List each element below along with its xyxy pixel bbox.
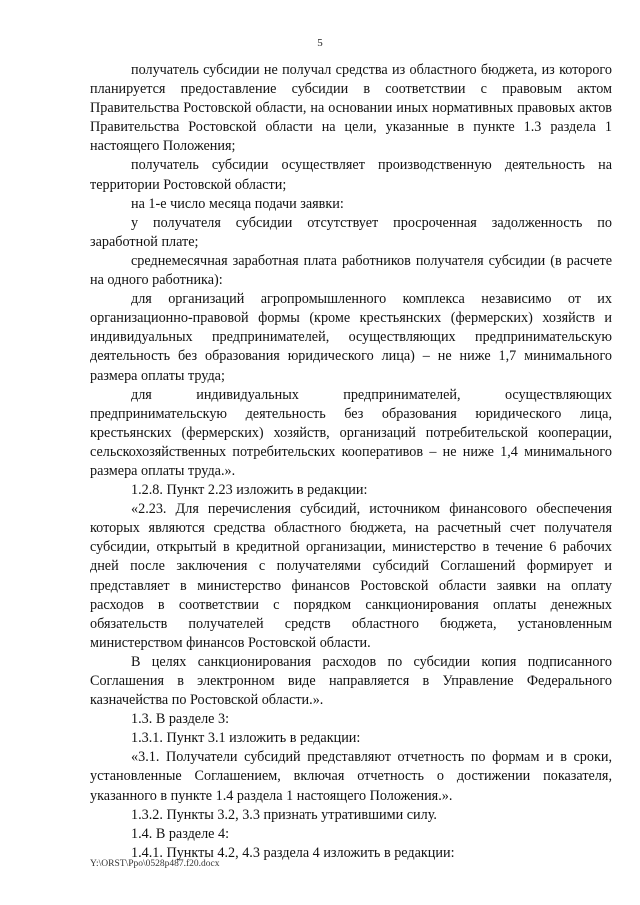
paragraph: «2.23. Для перечисления субсидий, источником финансового обеспечения которых являются средства областного бюджета, на расчетный счет получателя субсидии, открытый в кредитной организации, министерство в течение 6 рабочих дней после заключения с получателями субсидий Соглашений формирует и представляет в министерство финансов Ростовской области заявки на оплату расходов в соответствии с порядком санкционирования оплаты денежных обязательств получателей средств областного бюджета, установленным министерством финансов Ростовской области. xyxy=(90,501,612,651)
paragraph: В целях санкционирования расходов по субсидии копия подписанного Соглашения в электронном виде направляется в Управление Федерального казначейства по Ростовской области.». xyxy=(90,653,612,709)
paragraph: получатель субсидии осуществляет производственную деятельность на территории Ростовской области; xyxy=(90,157,612,193)
page-number: 5 xyxy=(317,37,323,49)
paragraph: на 1-е число месяца подачи заявки: xyxy=(131,195,344,212)
paragraph: 1.3.1. Пункт 3.1 изложить в редакции: xyxy=(131,730,361,747)
paragraph: у получателя субсидии отсутствует просроченная задолженность по заработной плате; xyxy=(90,214,612,250)
paragraph: «3.1. Получатели субсидий представляют отчетность по формам и в сроки, установленные Соглашением, включая отчетность о достижении показателя, указанного в пункте 1.4 раздела 1 настоящего Положения.». xyxy=(90,749,612,804)
paragraph: для организаций агропромышленного комплекса независимо от их организационно-правовой формы (кроме крестьянских (фермерских) хозяйств и индивидуальных предпринимателей, осуществляющих предпринимательскую деятельность без образования юридического лица) – не ниже 1,7 минимального размера оплаты труда; xyxy=(90,291,612,384)
paragraph: 1.4.1. Пункты 4.2, 4.3 раздела 4 изложить в редакции: xyxy=(131,844,455,861)
paragraph: 1.3.2. Пункты 3.2, 3.3 признать утратившими силу. xyxy=(131,806,437,823)
paragraph: получатель субсидии не получал средства из областного бюджета, из которого планируется предоставление субсидии в соответствии с правовым актом Правительства Ростовской области, на основании иных нормативных правовых актов Правительства Ростовской области на цели, указанные в пункте 1.3 раздела 1 настоящего Положения; xyxy=(90,62,612,155)
paragraph: 1.2.8. Пункт 2.23 изложить в редакции: xyxy=(131,482,368,499)
paragraph: 1.4. В разделе 4: xyxy=(131,825,230,842)
document-body xyxy=(90,61,612,863)
paragraph: среднемесячная заработная плата работников получателя субсидии (в расчете на одного работника): xyxy=(90,252,612,289)
paragraph: для индивидуальных предпринимателей, осуществляющих предпринимательскую деятельность без образования юридического лица, крестьянских (фермерских) хозяйств, организаций потребительской кооперации, сельскохозяйственных потребительских кооперативов – не ниже 1,4 минимального размера оплаты труда.». xyxy=(90,386,612,479)
paragraph: 1.3. В разделе 3: xyxy=(131,711,230,728)
file-path-footer: Y:\ORST\Ppo\0528p487.f20.docx xyxy=(90,859,220,869)
